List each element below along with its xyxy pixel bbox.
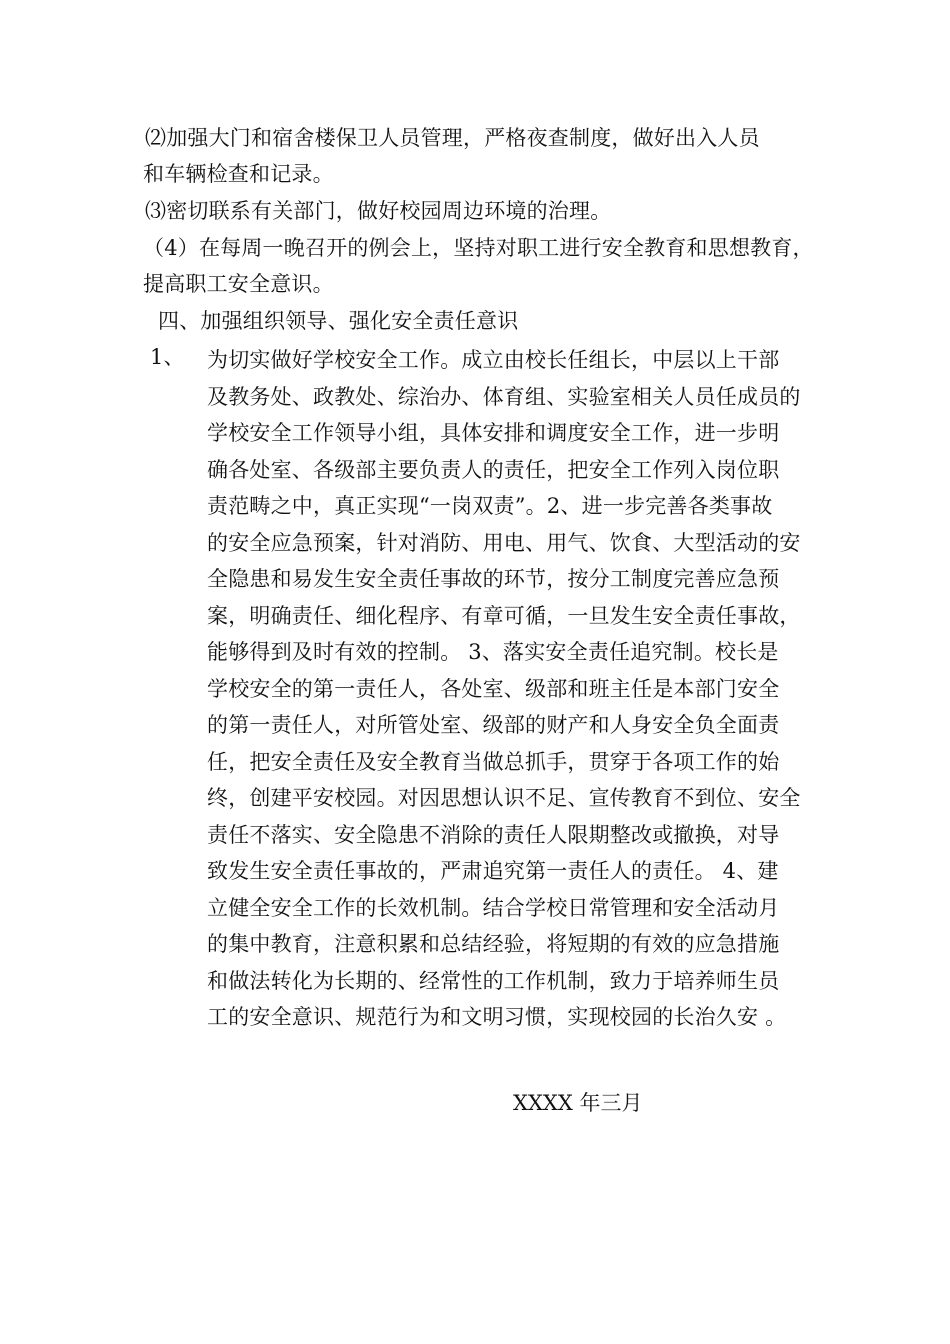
list-item-body — [207, 342, 817, 1036]
body-line: 责范畴之中，真正实现“一岗双责”。2、进一步完善各类事故 — [207, 494, 773, 518]
paragraph-line: ⑵加强大门和宿舍楼保卫人员管理，严格夜查制度，做好出入人员 — [145, 126, 760, 150]
paragraph-line: 提高职工安全意识。 — [143, 272, 334, 296]
body-line: 工的安全意识、规范行为和文明习惯，实现校园的长治久安 。 — [207, 1005, 787, 1029]
list-marker: 1、 — [150, 345, 185, 369]
document-date: XXXX 年三月 — [513, 1091, 643, 1115]
body-line: 学校安全工作领导小组，具体安排和调度安全工作，进一步明 — [207, 421, 780, 445]
body-line: 全隐患和易发生安全责任事故的环节，按分工制度完善应急预 — [207, 567, 780, 591]
body-line: 立健全安全工作的长效机制。结合学校日常管理和安全活动月 — [207, 895, 780, 920]
body-line: 确各处室、各级部主要负责人的责任，把安全工作列入岗位职 — [207, 457, 780, 482]
body-line: 任，把安全责任及安全教育当做总抓手，贯穿于各项工作的始 — [207, 749, 780, 774]
body-line: 为切实做好学校安全工作。成立由校长任组长，中层以上干部 — [207, 348, 780, 372]
body-line: 案，明确责任、细化程序、有章可循，一旦发生安全责任事故， — [207, 603, 801, 628]
body-line: 及教务处、政教处、综治办、体育组、实验室相关人员任成员的 — [207, 384, 801, 409]
paragraph-line: （4）在每周一晚召开的例会上，坚持对职工进行安全教育和思想教育， — [143, 236, 814, 260]
body-line: 终，创建平安校园。对因思想认识不足、宣传教育不到位、安全 — [207, 786, 801, 810]
body-line: 和做法转化为长期的、经常性的工作机制，致力于培养师生员 — [207, 968, 780, 993]
body-line: 学校安全的第一责任人，各处室、级部和班主任是本部门安全 — [207, 676, 780, 701]
body-line: 致发生安全责任事故的，严肃追究第一责任人的责任。 4、建 — [207, 859, 779, 883]
body-line: 能够得到及时有效的控制。 3、落实安全责任追究制。校长是 — [207, 640, 779, 664]
paragraph-line: ⑶密切联系有关部门，做好校园周边环境的治理。 — [145, 199, 612, 223]
section-heading: 四、加强组织领导、强化安全责任意识 — [158, 309, 519, 333]
body-line: 责任不落实、安全隐患不消除的责任人限期整改或撤换，对导 — [207, 822, 780, 847]
paragraph-line: 和车辆检查和记录。 — [143, 162, 334, 186]
body-line: 的集中教育，注意积累和总结经验，将短期的有效的应急措施 — [207, 932, 780, 956]
body-line: 的安全应急预案，针对消防、用电、用气、饮食、大型活动的安 — [207, 530, 801, 555]
body-line: 的第一责任人，对所管处室、级部的财产和人身安全负全面责 — [207, 713, 780, 737]
